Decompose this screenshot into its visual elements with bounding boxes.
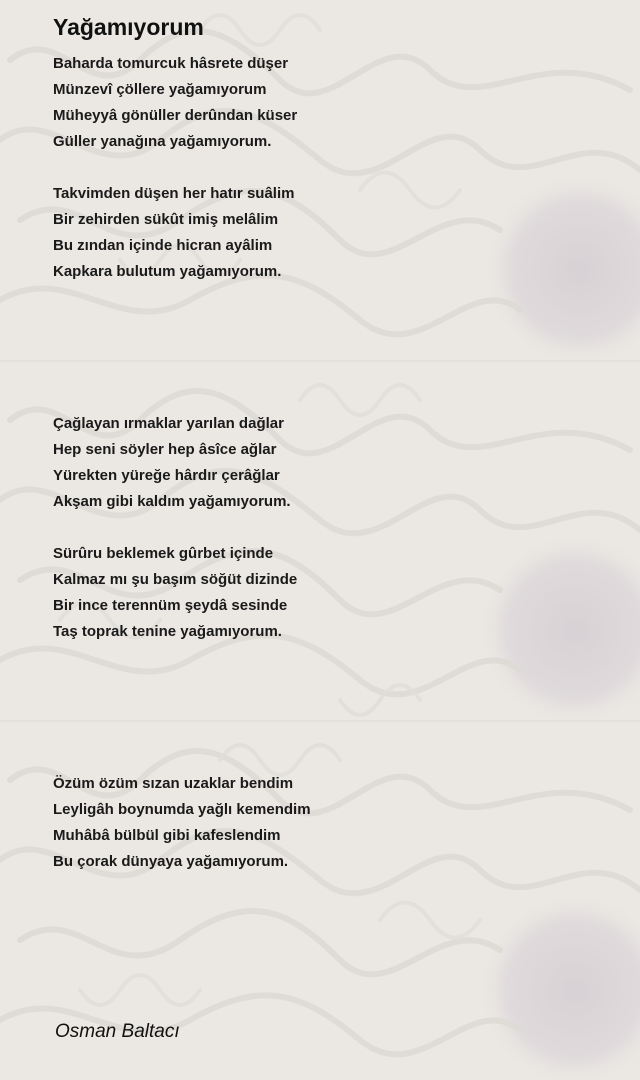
poem-line: Bir ince terennüm şeydâ sesinde — [53, 597, 288, 614]
poem-line: Bu çorak dünyaya yağamıyorum. — [53, 853, 289, 870]
stanza-5 — [53, 771, 311, 875]
stanza-3 — [53, 411, 291, 515]
poem-line: Güller yanağına yağamıyorum. — [53, 133, 272, 150]
poem-line: Özüm özüm sızan uzaklar bendim — [53, 775, 294, 792]
poem-line: Kalmaz mı şu başım söğüt dizinde — [53, 571, 298, 588]
poem-line: Münzevî çöllere yağamıyorum — [53, 81, 267, 98]
poem-line: Hep seni söyler hep âsîce ağlar — [53, 441, 277, 458]
poem-line: Taş toprak tenine yağamıyorum. — [53, 623, 282, 640]
poem-line: Bir zehirden sükût imiş melâlim — [53, 211, 279, 228]
poem-line: Müheyyâ gönüller derûndan küser — [53, 107, 298, 124]
stanza-1 — [53, 51, 297, 155]
poem-line: Sürûru beklemek gûrbet içinde — [53, 545, 274, 562]
poem-line: Takvimden düşen her hatır suâlim — [53, 185, 295, 202]
poem-line: Leyligâh boynumda yağlı kemendim — [53, 801, 311, 818]
stanza-4 — [53, 541, 297, 645]
author-name: Osman Baltacı — [55, 1021, 180, 1042]
stanza-2 — [53, 181, 294, 285]
poem-line: Çağlayan ırmaklar yarılan dağlar — [53, 415, 284, 432]
poem-line: Baharda tomurcuk hâsrete düşer — [53, 55, 289, 72]
poem-line: Akşam gibi kaldım yağamıyorum. — [53, 493, 291, 510]
poem-line: Muhâbâ bülbül gibi kafeslendim — [53, 827, 281, 844]
poem-title: Yağamıyorum — [53, 14, 204, 40]
poem-line: Bu zından içinde hicran ayâlim — [53, 237, 273, 254]
poem-line: Kapkara bulutum yağamıyorum. — [53, 263, 282, 280]
poem-line: Yürekten yüreğe hârdır çerâğlar — [53, 467, 280, 484]
